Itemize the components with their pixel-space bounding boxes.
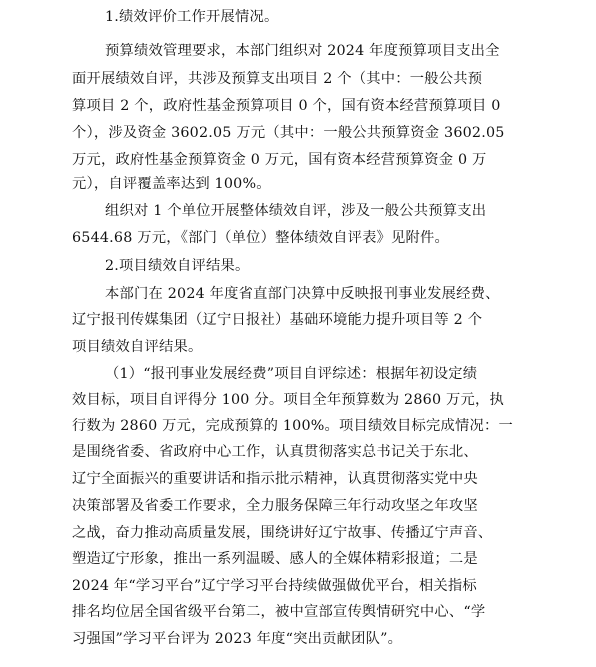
paragraph-line: 元），自评覆盖率达到 100%。 [72, 176, 271, 192]
paragraph-line: 6544.68 万元，《部门（单位）整体绩效自评表》见附件。 [72, 230, 450, 246]
paragraph-line: 个），涉及资金 3602.05 万元（其中：一般公共预算资金 3602.05 [72, 125, 505, 141]
paragraph-line: 辽宁全面振兴的重要讲话和指示批示精神，认真贯彻落实党中央 [72, 471, 478, 487]
paragraph-line: 算项目 2 个，政府性基金预算项目 0 个，国有资本经营预算项目 0 [72, 98, 501, 114]
paragraph-line: 本部门在 2024 年度省直部门决算中反映报刊事业发展经费、 [105, 286, 500, 302]
paragraph-line: 塑造辽宁形象，推出一系列温暖、感人的全媒体精彩报道；二是 [72, 551, 478, 567]
section-heading-2: 2.项目绩效自评结果。 [105, 258, 250, 274]
paragraph-line: 预算绩效管理要求，本部门组织对 2024 年度预算项目支出全 [105, 43, 500, 59]
paragraph-line: 效目标，项目自评得分 100 分。项目全年预算数为 2860 万元，执 [72, 392, 504, 408]
paragraph-line: 面开展绩效自评，共涉及预算支出项目 2 个（其中：一般公共预 [72, 71, 483, 87]
paragraph-line: （1）“报刊事业发展经费”项目自评综述：根据年初设定绩 [105, 366, 478, 382]
paragraph-line: 是围绕省委、省政府中心工作，认真贯彻落实总书记关于东北、 [72, 444, 478, 460]
paragraph-line: 2024 年“学习平台”辽宁学习平台持续做强做优平台，相关指标 [72, 578, 477, 594]
paragraph-line: 组织对 1 个单位开展整体绩效自评，涉及一般公共预算支出 [105, 203, 487, 219]
paragraph-line: 习强国”学习平台评为 2023 年度“突出贡献团队”。 [72, 631, 403, 647]
paragraph-line: 排名均位居全国省级平台第二，被中宣部宣传舆情研究中心、“学 [72, 604, 486, 620]
paragraph-line: 决策部署及省委工作要求，全力服务保障三年行动攻坚之年攻坚 [72, 498, 478, 514]
paragraph-line: 项目绩效自评结果。 [72, 339, 203, 355]
paragraph-line: 万元，政府性基金预算资金 0 万元，国有资本经营预算资金 0 万 [72, 152, 487, 168]
section-heading-1: 1.绩效评价工作开展情况。 [105, 9, 279, 25]
paragraph-line: 之战，奋力推动高质量发展，围绕讲好辽宁故事、传播辽宁声音、 [72, 525, 493, 541]
paragraph-line: 行数为 2860 万元，完成预算的 100%。项目绩效目标完成情况：一 [72, 418, 514, 434]
paragraph-line: 辽宁报刊传媒集团（辽宁日报社）基础环境能力提升项目等 2 个 [72, 312, 483, 328]
